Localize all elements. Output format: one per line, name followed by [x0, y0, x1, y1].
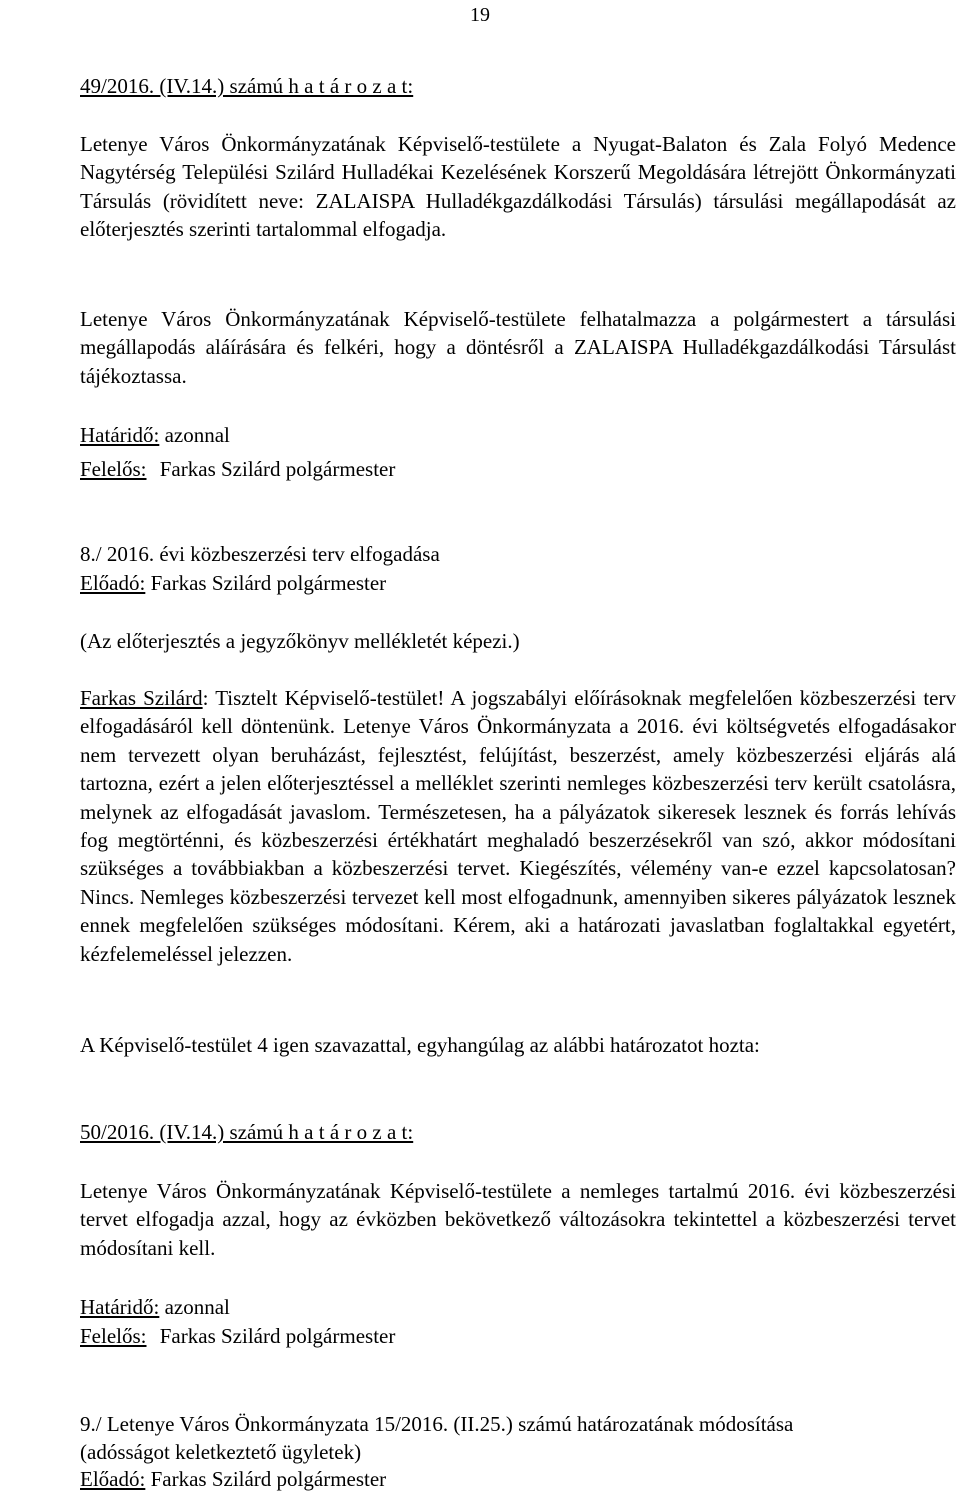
- agenda-8-vote: A Képviselő-testület 4 igen szavazattal, egyhangúlag az alábbi határozatot hozta:: [80, 1033, 760, 1057]
- resolution-heading-text: 50/2016. (IV.14.) számú h a t á r o z a t:: [80, 1120, 414, 1144]
- agenda-8-note: (Az előterjesztés a jegyzőkönyv mellékletét képezi.): [80, 629, 520, 653]
- responsible-label: Felelős:: [80, 1324, 147, 1348]
- agenda-9-title: 9./ Letenye Város Önkormányzata 15/2016. (II.25.) számú határozatának módosítása: [80, 1412, 794, 1436]
- responsible-label: Felelős:: [80, 457, 147, 481]
- resolution-49-deadline: [80, 421, 956, 449]
- speaker-name: Farkas Szilárd: [80, 686, 203, 710]
- deadline-label: Határidő:: [80, 423, 160, 447]
- deadline-value: azonnal: [164, 1295, 230, 1319]
- resolution-heading-text: 49/2016. (IV.14.) számú h a t á r o z a t:: [80, 74, 414, 98]
- agenda-9-subtitle: (adósságot keletkeztető ügyletek): [80, 1440, 362, 1464]
- resolution-49-heading: [80, 72, 956, 100]
- resolution-50-responsible: [80, 1322, 956, 1350]
- agenda-9-presenter: [80, 1465, 956, 1493]
- resolution-49-paragraph-2: Letenye Város Önkormányzatának Képviselő-testülete felhatalmazza a polgármestert a társulási megállapodás aláírására és felkéri, hogy a döntésről a ZALAISPA Hulladékgazdálkodási Társulást tájékoztassa.: [80, 307, 956, 388]
- responsible-value: Farkas Szilárd polgármester: [159, 457, 396, 481]
- deadline-label: Határidő:: [80, 1295, 160, 1319]
- resolution-50-paragraph-1: Letenye Város Önkormányzatának Képviselő-testülete a nemleges tartalmú 2016. évi közbeszerzési tervet elfogadja azzal, hogy az évközben bekövetkező változásokra tekintettel a közbeszerzési tervet módosítani kell.: [80, 1179, 956, 1260]
- resolution-49-paragraph-1: Letenye Város Önkormányzatának Képviselő-testülete a Nyugat-Balaton és Zala Folyó Medence Nagytérség Települési Szilárd Hulladékai Kezelésének Korszerű Megoldására létrejött Önkormányzati Társulás (rövidített neve: ZALAISPA Hulladékgazdálkodási Társulás) társulási megállapodását az előterjesztés szerinti tartalommal elfogadja.: [80, 132, 956, 242]
- agenda-8-presenter: [80, 569, 956, 597]
- presenter-label: Előadó:: [80, 571, 146, 595]
- resolution-50-heading: [80, 1118, 956, 1146]
- deadline-value: azonnal: [164, 423, 230, 447]
- speech-text: : Tisztelt Képviselő-testület! A jogszabályi előírásoknak megfelelően közbeszerzési terv elfogadásáról kell döntenünk. Letenye Város Önkormányzata a 2016. évi költségvetés elfogadásakor nem tervezett olyan beruházást, fejlesztést, felújítást, beszerzést, amely közbeszerzési eljárás alá tartozna, ezért a jelen előterjesztéssel a melléklet szerinti nemleges közbeszerzési terv került csatolásra, melynek az elfogadását javaslom. Természetesen, ha a pályázatok sikeresek lesznek és forrás lehívás fog megtörténni, és közbeszerzési értékhatárt meghaladó beszerzésekről van szó, akkor módosítani szükséges a továbbiakban a közbeszerzési tervet. Kiegészítés, vélemény van-e ezzel kapcsolatosan? Nincs. Nemleges közbeszerzési tervezet kell most elfogadnunk, amennyiben sikeres pályázatok lesznek ennek megfelelően szükséges módosítani. Kérem, aki a határozati javaslatban foglaltakkal egyetért, kézfelemeléssel jelezzen.: [80, 686, 956, 966]
- agenda-8-title: 8./ 2016. évi közbeszerzési terv elfogadása: [80, 542, 440, 566]
- agenda-8-speech: [80, 684, 956, 968]
- presenter-value: Farkas Szilárd polgármester: [150, 571, 387, 595]
- responsible-value: Farkas Szilárd polgármester: [159, 1324, 396, 1348]
- resolution-50-deadline: [80, 1293, 956, 1321]
- presenter-label: Előadó:: [80, 1467, 146, 1491]
- page-number: 19: [470, 4, 490, 26]
- presenter-value: Farkas Szilárd polgármester: [150, 1467, 387, 1491]
- resolution-49-responsible: [80, 455, 956, 483]
